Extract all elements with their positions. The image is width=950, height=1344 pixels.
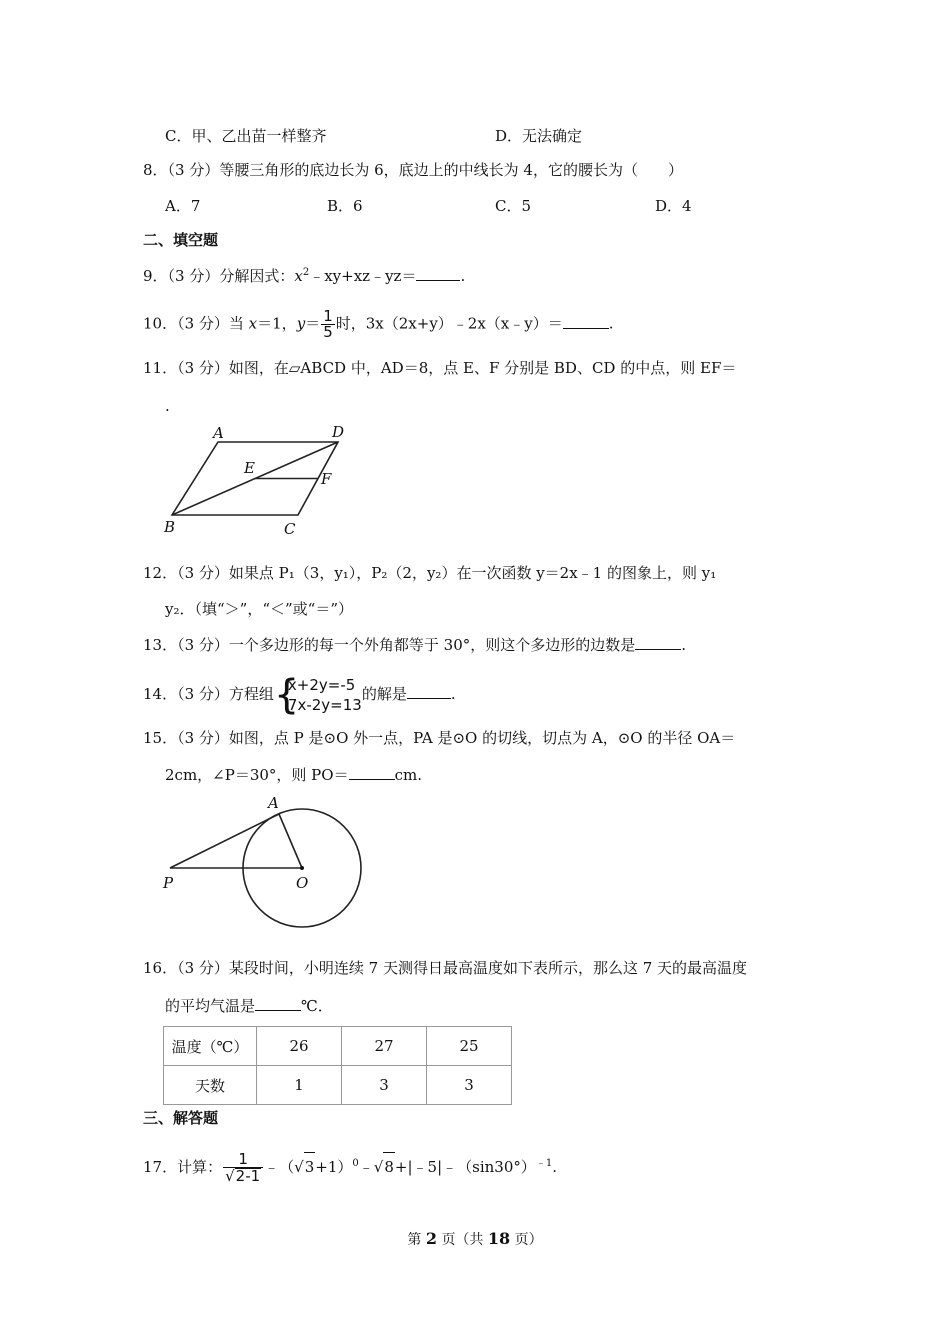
- q10-stem: 10．（3 分）当: [143, 314, 249, 333]
- label-b: B: [164, 518, 176, 536]
- q11-line2: .: [165, 397, 170, 415]
- label-f: F: [321, 470, 332, 488]
- q13-answer-blank[interactable]: [635, 635, 681, 650]
- footer-pre: 第: [407, 1232, 422, 1248]
- temperature-table: [163, 1026, 512, 1105]
- label-a: A: [213, 424, 224, 442]
- footer-mid: 页（共: [441, 1232, 484, 1248]
- q17-sqrt8: 8: [383, 1152, 395, 1181]
- q17-part4: ﹣: [358, 1158, 374, 1176]
- table-cell: 27: [342, 1027, 427, 1066]
- q10-when: 时，: [335, 314, 366, 333]
- q17-end: .: [552, 1158, 558, 1176]
- q14-rest: 的解是: [361, 685, 407, 703]
- q9-expr: ﹣xy+xz﹣yz＝: [309, 267, 417, 285]
- q14-eq2: 7x-2y=13: [287, 696, 362, 714]
- page-footer: [0, 1229, 950, 1250]
- table-header-cell: 温度（℃）: [164, 1027, 257, 1066]
- q8-option-d: D．4: [655, 197, 692, 215]
- parallelogram-figure: [155, 420, 355, 540]
- table-header-cell: 天数: [164, 1066, 257, 1105]
- q10-end: .: [608, 314, 614, 333]
- q15-line2-a: 2cm，∠P＝30°，则 PO＝: [165, 766, 349, 784]
- q13-end: .: [681, 636, 687, 654]
- label-d: D: [332, 423, 345, 441]
- q10-frac-num: 1: [323, 307, 333, 325]
- q7-option-d: D．无法确定: [495, 127, 583, 145]
- table-cell: 1: [257, 1066, 342, 1105]
- q10: [143, 309, 614, 340]
- circle-tangent-figure: [155, 790, 375, 935]
- q17-part5: +|﹣5|﹣（sin30°）: [394, 1158, 536, 1176]
- q12-line1: 12．（3 分）如果点 P₁（3，y₁），P₂（2，y₂）在一次函数 y＝2x﹣1 的图象上，则 y₁: [143, 564, 717, 582]
- q9: [143, 263, 465, 286]
- label-p: P: [163, 874, 174, 892]
- sqrt-icon: √: [373, 1158, 384, 1176]
- q10-eq2: ＝: [305, 314, 321, 333]
- q8-option-c: C．5: [495, 197, 532, 215]
- sqrt-icon: √: [294, 1158, 304, 1176]
- q12-line2: y₂．（填“＞”，“＜”或“＝”）: [165, 600, 353, 618]
- q10-expr: 3x（2x+y）﹣2x（x﹣y）＝: [365, 314, 563, 333]
- brace-icon: {: [273, 672, 300, 718]
- q9-answer-blank[interactable]: [416, 266, 460, 281]
- q17-part3: +1）: [315, 1158, 353, 1176]
- q17-exp0: 0: [352, 1158, 359, 1169]
- sqrt-icon: √: [225, 1167, 235, 1185]
- center-point: [300, 866, 304, 870]
- table-cell: 25: [427, 1027, 512, 1066]
- q9-x: x: [294, 267, 303, 285]
- q17: [143, 1150, 557, 1184]
- footer-total-pages: 18: [487, 1229, 511, 1248]
- q15-line2-b: cm.: [394, 766, 422, 784]
- q14-answer-blank[interactable]: [407, 684, 451, 699]
- q17-fraction: [223, 1152, 263, 1184]
- q10-frac-den: 5: [323, 323, 333, 341]
- q17-stem: 17．计算：: [143, 1158, 223, 1176]
- label-a: A: [268, 794, 279, 812]
- q10-x: x: [248, 314, 258, 333]
- table-row: [164, 1066, 512, 1105]
- q16-line1: 16．（3 分）某段时间，小明连续 7 天测得日最高温度如下表所示，那么这 7 天的最高温度: [143, 959, 748, 977]
- label-c: C: [284, 520, 296, 538]
- q8-option-b: B．6: [327, 197, 363, 215]
- table-cell: 3: [342, 1066, 427, 1105]
- label-o: O: [296, 874, 309, 892]
- q14-end: .: [450, 685, 456, 703]
- q10-answer-blank[interactable]: [563, 314, 609, 329]
- q8-stem: 8．（3 分）等腰三角形的底边长为 6，底边上的中线长为 4，它的腰长为（ ）: [143, 161, 683, 179]
- q10-eq1: ＝1，: [257, 314, 297, 333]
- q9-end: .: [460, 267, 466, 285]
- q15-answer-blank[interactable]: [349, 765, 395, 780]
- q10-fraction: [321, 309, 335, 340]
- q15-line2: [165, 765, 422, 785]
- radius-oa: [279, 814, 302, 868]
- q13: [143, 635, 686, 655]
- q9-stem: 9．（3 分）分解因式：: [143, 267, 295, 285]
- table-cell: 3: [427, 1066, 512, 1105]
- q17-frac-num: 1: [223, 1152, 263, 1168]
- q8-option-a: A．7: [165, 197, 201, 215]
- q16-line2-a: 的平均气温是: [165, 997, 256, 1015]
- label-e: E: [244, 459, 255, 477]
- table-cell: 26: [257, 1027, 342, 1066]
- q15-line1: 15．（3 分）如图，点 P 是⊙O 外一点，PA 是⊙O 的切线，切点为 A，⊙O 的半径 OA＝: [143, 729, 736, 747]
- q14-equation-system: [273, 672, 362, 718]
- q10-y: y: [296, 314, 306, 333]
- table-row: [164, 1027, 512, 1066]
- q9-exponent: 2: [302, 267, 310, 278]
- q14-stem: 14．（3 分）方程组: [143, 685, 274, 703]
- q16-line2: [165, 996, 333, 1016]
- q14-eq1: x+2y=-5: [287, 676, 356, 694]
- q17-part2: ﹣（: [264, 1158, 295, 1176]
- q16-line2-b: ℃．: [301, 997, 333, 1015]
- section-heading-fill-in: 二、填空题: [143, 231, 219, 249]
- section-heading-solve: 三、解答题: [143, 1109, 219, 1127]
- q11-line1: 11．（3 分）如图，在▱ABCD 中，AD＝8，点 E、F 分别是 BD、CD 的中点，则 EF＝: [143, 359, 737, 377]
- q7-option-c: C．甲、乙出苗一样整齐: [165, 127, 327, 145]
- q13-stem: 13．（3 分）一个多边形的每一个外角都等于 30°，则这个多边形的边数是: [143, 636, 636, 654]
- q17-exp-minus1: ﹣1: [535, 1158, 553, 1169]
- q17-frac-den: [223, 1168, 263, 1184]
- q17-frac-den-radicand: 2-1: [235, 1167, 261, 1185]
- q16-answer-blank[interactable]: [255, 996, 301, 1011]
- q17-sqrt3: 3: [304, 1152, 316, 1181]
- footer-post: 页）: [514, 1232, 543, 1248]
- tangent-pa: [170, 814, 279, 868]
- footer-page-number: 2: [425, 1229, 437, 1248]
- q14: [143, 672, 456, 716]
